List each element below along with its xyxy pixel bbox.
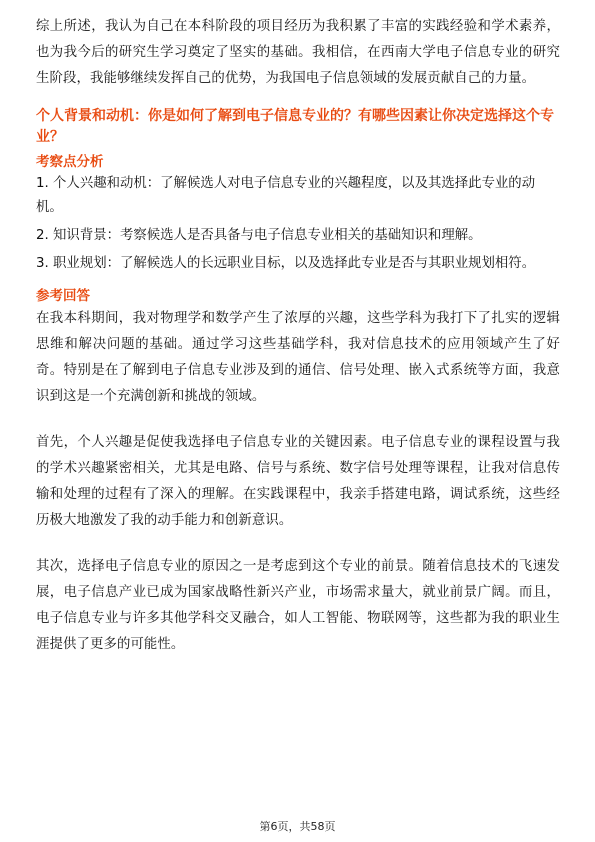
interview-question: 个人背景和动机：你是如何了解到电子信息专业的？有哪些因素让你决定选择这个专业？ <box>36 108 554 145</box>
answer-paragraph: 在我本科期间，我对物理学和数学产生了浓厚的兴趣，这些学科为我打下了扎实的逻辑思维和解决问题的基础。通过学习这些基础学科，我对信息技术的应用领域产生了好奇。特别是在了解到电子信息专业涉及到的通信、信号处理、嵌入式系统等方面，我意识到这是一个充满创新和挑战的领域。 <box>36 311 560 404</box>
answer-paragraph: 其次，选择电子信息专业的原因之一是考虑到这个专业的前景。随着信息技术的飞速发展，电子信息产业已成为国家战略性新兴产业，市场需求量大，就业前景广阔。而且，电子信息专业与许多其他学科交叉融合，如人工智能、物联网等，这些都为我的职业生涯提供了更多的可能性。 <box>36 559 560 652</box>
answer-heading: 参考回答 <box>36 288 90 304</box>
page-number: 第6页，共58页 <box>259 820 336 833</box>
answer-paragraph: 首先，个人兴趣是促使我选择电子信息专业的关键因素。电子信息专业的课程设置与我的学术兴趣紧密相关，尤其是电路、信号与系统、数字信号处理等课程，让我对信息传输和处理的过程有了深入的理解。在实践课程中，我亲手搭建电路，调试系统，这些经历极大地激发了我的动手能力和创新意识。 <box>36 435 560 528</box>
analysis-item: 2. 知识背景：考察候选人是否具备与电子信息专业相关的基础知识和理解。 <box>36 228 482 243</box>
analysis-item: 3. 职业规划：了解候选人的长远职业目标，以及选择此专业是否与其职业规划相符。 <box>36 256 536 271</box>
document-page <box>36 14 560 658</box>
analysis-item: 1. 个人兴趣和动机：了解候选人对电子信息专业的兴趣程度，以及其选择此专业的动机。 <box>36 176 536 215</box>
analysis-heading: 考察点分析 <box>36 154 104 170</box>
intro-paragraph: 综上所述，我认为自己在本科阶段的项目经历为我积累了丰富的实践经验和学术素养，也为我今后的研究生学习奠定了坚实的基础。我相信，在西南大学电子信息专业的研究生阶段，我能够继续发挥自己的优势，为我国电子信息领域的发展贡献自己的力量。 <box>36 19 560 86</box>
